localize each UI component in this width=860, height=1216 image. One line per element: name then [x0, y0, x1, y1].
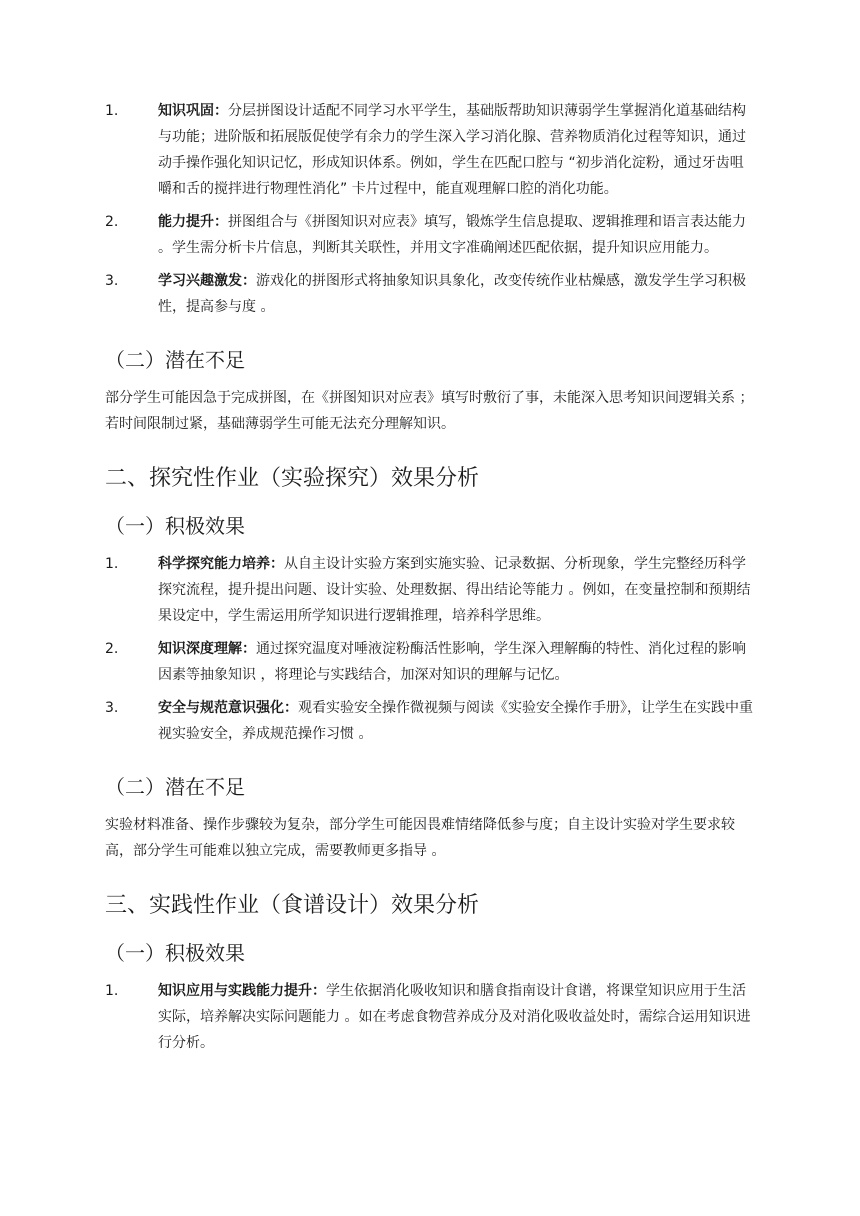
sec3-positive-list	[105, 978, 757, 1056]
list-item-title: 知识应用与实践能力提升：	[158, 983, 326, 999]
list-item-text: 拼图组合与《拼图知识对应表》填写，锻炼学生信息提取、逻辑推理和语言表达能力 。学生需分析卡片信息，判断其关联性，并用文字准确阐述匹配依据，提升知识应用能力。	[158, 214, 746, 256]
list-item-text: 通过探究温度对唾液淀粉酶活性影响，学生深入理解酶的特性、消化过程的影响因素等抽象知识 ，将理论与实践结合，加深对知识的理解与记忆。	[158, 641, 746, 683]
sec3-positive-heading: （一）积极效果	[105, 941, 245, 965]
list-item	[105, 268, 757, 320]
list-number: 2.	[105, 641, 119, 657]
list-item	[105, 978, 757, 1056]
list-item-title: 科学探究能力培养：	[158, 556, 284, 572]
sec1-positive-list	[105, 98, 757, 320]
list-item-text: 从自主设计实验方案到实施实验、记录数据、分析现象，学生完整经历科学探究流程，提升提出问题、设计实验、处理数据、得出结论等能力 。例如，在变量控制和预期结果设定中，学生需运用所学知识进行逻辑推理，培养科学思维。	[158, 556, 751, 624]
sec3-heading: 三、实践性作业（食谱设计）效果分析	[105, 893, 480, 918]
list-item	[105, 695, 757, 747]
list-item-title: 安全与规范意识强化：	[158, 700, 298, 716]
list-item	[105, 551, 757, 629]
list-item	[105, 636, 757, 688]
sec2-shortcoming-heading: （二）潜在不足	[105, 775, 245, 799]
list-item-title: 知识深度理解：	[158, 641, 256, 657]
sec2-shortcoming-text: 实验材料准备、操作步骤较为复杂，部分学生可能因畏难情绪降低参与度；自主设计实验对学生要求较高，部分学生可能难以独立完成，需要教师更多指导 。	[105, 817, 735, 859]
sec2-heading: 二、探究性作业（实验探究）效果分析	[105, 466, 480, 491]
sec1-shortcoming-heading: （二）潜在不足	[105, 348, 245, 372]
document-page	[105, 98, 757, 1063]
list-item-text: 游戏化的拼图形式将抽象知识具象化，改变传统作业枯燥感，激发学生学习积极性，提高参与度 。	[158, 273, 746, 315]
list-item	[105, 98, 757, 202]
list-item-title: 能力提升：	[158, 214, 228, 230]
list-item-title: 知识巩固：	[158, 103, 228, 119]
list-number: 1.	[105, 983, 119, 999]
list-item-title: 学习兴趣激发：	[158, 273, 256, 289]
list-item-text: 分层拼图设计适配不同学习水平学生，基础版帮助知识薄弱学生掌握消化道基础结构与功能；进阶版和拓展版促使学有余力的学生深入学习消化腺、营养物质消化过程等知识，通过动手操作强化知识记忆，形成知识体系。例如，学生在匹配口腔与 “初步消化淀粉，通过牙齿咀嚼和舌的搅拌进行物理性消化” 卡片过程中，能直观理解口腔的消化功能。	[158, 103, 746, 197]
list-number: 1.	[105, 556, 119, 572]
list-number: 2.	[105, 214, 119, 230]
list-number: 3.	[105, 273, 119, 289]
sec2-positive-heading: （一）积极效果	[105, 514, 245, 538]
list-number: 1.	[105, 103, 119, 119]
list-item	[105, 209, 757, 261]
list-item-text: 学生依据消化吸收知识和膳食指南设计食谱，将课堂知识应用于生活实际，培养解决实际问题能力 。如在考虑食物营养成分及对消化吸收益处时，需综合运用知识进行分析。	[158, 983, 751, 1051]
sec2-positive-list	[105, 551, 757, 747]
list-item-text: 观看实验安全操作微视频与阅读《实验安全操作手册》，让学生在实践中重视实验安全，养成规范操作习惯 。	[158, 700, 753, 742]
sec1-shortcoming-text: 部分学生可能因急于完成拼图，在《拼图知识对应表》填写时敷衍了事，未能深入思考知识间逻辑关系 ；若时间限制过紧，基础薄弱学生可能无法充分理解知识。	[105, 390, 754, 432]
list-number: 3.	[105, 700, 119, 716]
